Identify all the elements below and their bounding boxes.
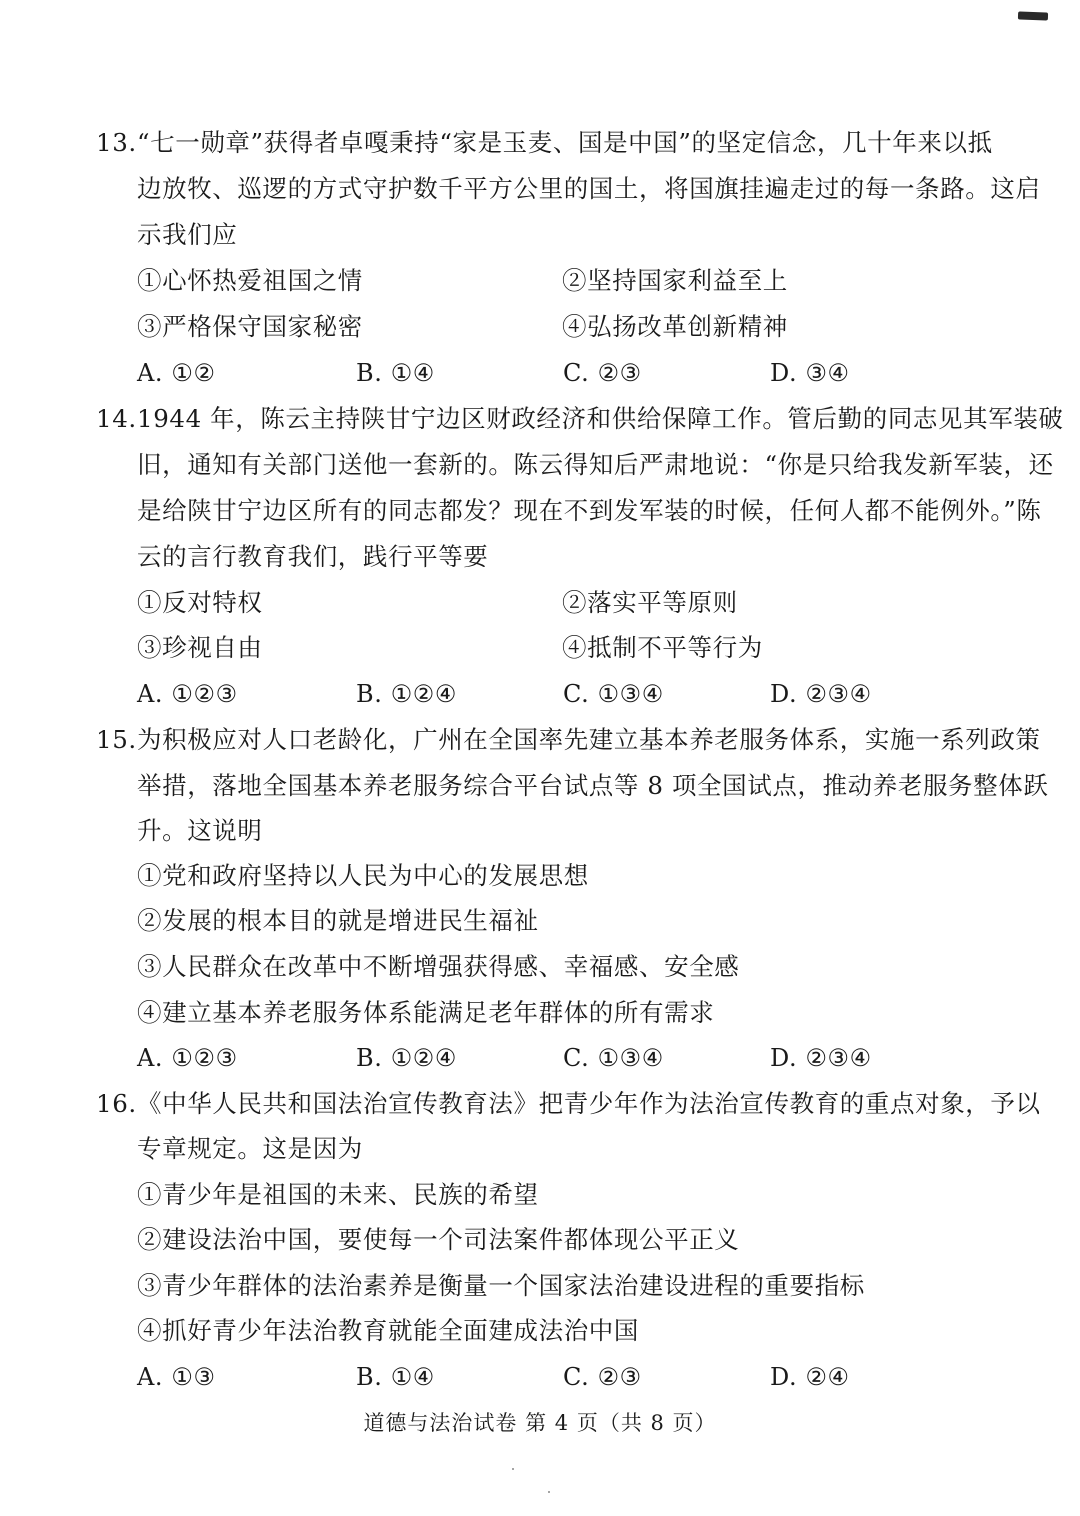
answer-choice-a: A. ①③ bbox=[137, 1363, 216, 1391]
question-stem-line: 旧，通知有关部门送他一套新的。陈云得知后严肃地说：“你是只给我发新军装，还 bbox=[137, 450, 1054, 479]
question-number: 13. bbox=[96, 128, 137, 157]
answer-choice-c: C. ②③ bbox=[563, 1363, 642, 1391]
answer-choice-d: D. ②③④ bbox=[770, 1044, 872, 1072]
scan-speck bbox=[548, 1491, 550, 1493]
statement-option: ①青少年是祖国的未来、民族的希望 bbox=[137, 1180, 539, 1209]
statement-option: ③严格保守国家秘密 bbox=[137, 312, 363, 341]
statement-option: ④抓好青少年法治教育就能全面建成法治中国 bbox=[137, 1316, 639, 1345]
question-number: 15. bbox=[96, 725, 137, 754]
statement-option: ③青少年群体的法治素养是衡量一个国家法治建设进程的重要指标 bbox=[137, 1271, 865, 1300]
question-number: 14. bbox=[96, 404, 137, 433]
answer-choice-b: B. ①②④ bbox=[356, 1044, 458, 1072]
statement-option: ②发展的根本目的就是增进民生福祉 bbox=[137, 906, 539, 935]
question-stem-line: “七一勋章”获得者卓嘎秉持“家是玉麦、国是中国”的坚定信念，几十年来以抵 bbox=[137, 128, 993, 157]
question-stem-line: 《中华人民共和国法治宣传教育法》把青少年作为法治宣传教育的重点对象，予以 bbox=[137, 1089, 1041, 1118]
answer-choice-b: B. ①④ bbox=[356, 1363, 435, 1391]
answer-choice-d: D. ②④ bbox=[770, 1363, 850, 1391]
statement-option: ②坚持国家利益至上 bbox=[562, 266, 788, 295]
answer-choice-c: C. ②③ bbox=[563, 359, 642, 387]
scan-mark bbox=[1018, 11, 1048, 20]
question-stem-line: 示我们应 bbox=[137, 220, 238, 249]
statement-option: ②落实平等原则 bbox=[562, 588, 738, 617]
answer-choice-c: C. ①③④ bbox=[563, 1044, 664, 1072]
answer-choice-d: D. ③④ bbox=[770, 359, 850, 387]
question-number: 16. bbox=[96, 1089, 137, 1118]
question-stem-line: 专章规定。这是因为 bbox=[137, 1134, 363, 1163]
statement-option: ④建立基本养老服务体系能满足老年群体的所有需求 bbox=[137, 998, 715, 1027]
question-stem-line: 边放牧、巡逻的方式守护数千平方公里的国土，将国旗挂遍走过的每一条路。这启 bbox=[137, 174, 1041, 203]
question-stem-line: 为积极应对人口老龄化，广州在全国率先建立基本养老服务体系，实施一系列政策 bbox=[137, 725, 1041, 754]
question-stem-line: 举措，落地全国基本养老服务综合平台试点等 8 项全国试点，推动养老服务整体跃 bbox=[137, 771, 1049, 800]
scan-speck bbox=[512, 1468, 514, 1470]
answer-choice-c: C. ①③④ bbox=[563, 680, 664, 708]
statement-option: ④弘扬改革创新精神 bbox=[562, 312, 788, 341]
answer-choice-a: A. ①② bbox=[137, 359, 216, 387]
answer-choice-d: D. ②③④ bbox=[770, 680, 872, 708]
page-footer: 道德与法治试卷 第 4 页（共 8 页） bbox=[363, 1411, 717, 1435]
statement-option: ③珍视自由 bbox=[137, 633, 263, 662]
question-stem-line: 云的言行教育我们，践行平等要 bbox=[137, 542, 489, 571]
statement-option: ①心怀热爱祖国之情 bbox=[137, 266, 363, 295]
question-stem-line: 1944 年，陈云主持陕甘宁边区财政经济和供给保障工作。管后勤的同志见其军装破 bbox=[137, 404, 1064, 433]
answer-choice-a: A. ①②③ bbox=[137, 1044, 238, 1072]
question-stem-line: 升。这说明 bbox=[137, 816, 263, 845]
statement-option: ③人民群众在改革中不断增强获得感、幸福感、安全感 bbox=[137, 952, 740, 981]
question-stem-line: 是给陕甘宁边区所有的同志都发？现在不到发军装的时候，任何人都不能例外。”陈 bbox=[137, 496, 1042, 525]
statement-option: ②建设法治中国，要使每一个司法案件都体现公平正义 bbox=[137, 1225, 740, 1254]
statement-option: ①反对特权 bbox=[137, 588, 263, 617]
answer-choice-b: B. ①④ bbox=[356, 359, 435, 387]
statement-option: ④抵制不平等行为 bbox=[562, 633, 763, 662]
answer-choice-a: A. ①②③ bbox=[137, 680, 238, 708]
statement-option: ①党和政府坚持以人民为中心的发展思想 bbox=[137, 861, 589, 890]
answer-choice-b: B. ①②④ bbox=[356, 680, 458, 708]
